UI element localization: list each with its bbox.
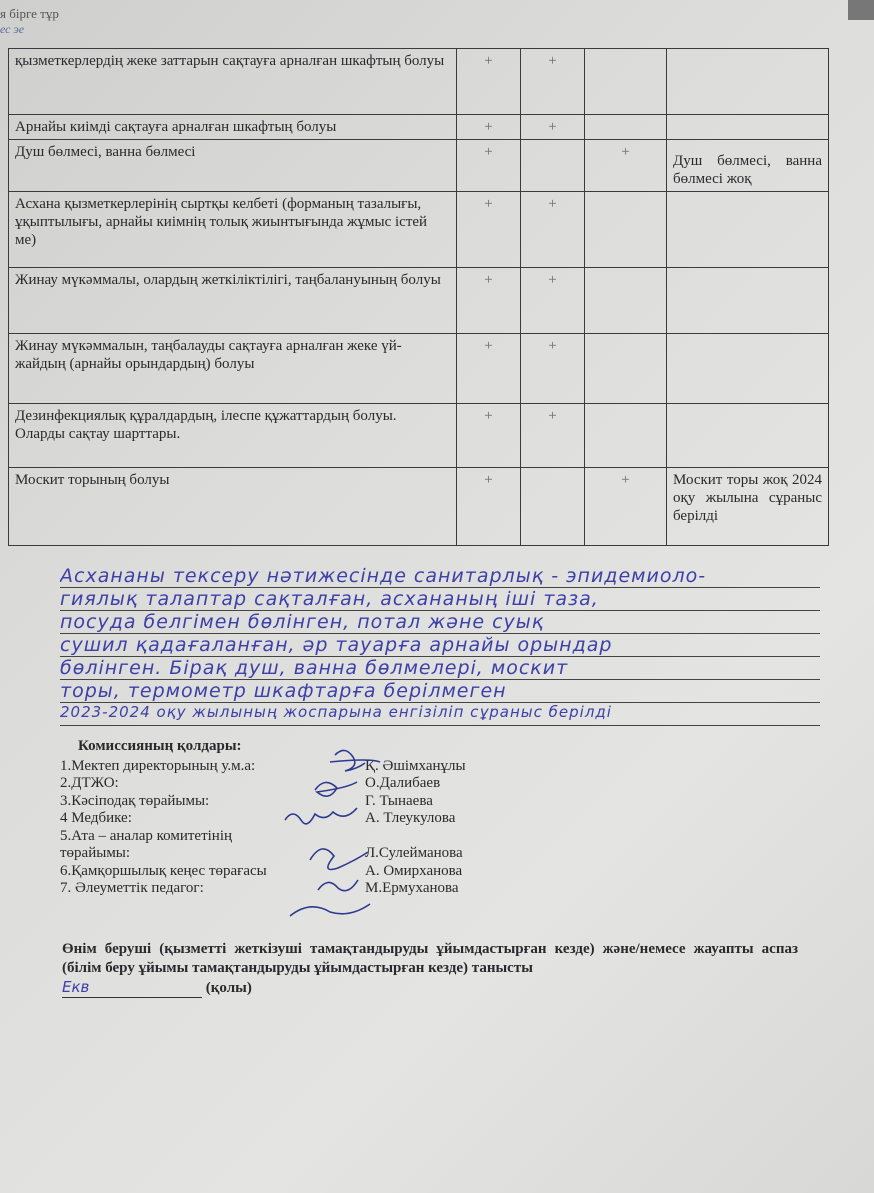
signature-role: 5.Ата – аналар комитетінің	[60, 827, 233, 844]
mark-cell: +	[521, 334, 585, 404]
handwritten-line: Асхананы тексеру нәтижесінде санитарлық - эпидемиоло-	[60, 565, 820, 588]
note-cell	[667, 49, 829, 115]
note-cell	[667, 115, 829, 140]
mark-cell: +	[521, 268, 585, 334]
note-cell: Душ бөлмесі, ванна бөлмесі жоқ	[667, 140, 829, 192]
note-cell: Москит торы жоқ 2024 оқу жылына сұраныс берілді	[667, 468, 829, 546]
signature-role: төрайымы:	[60, 845, 131, 861]
signature-name: Қ. Әшімханұлы	[365, 757, 466, 774]
inspection-table	[8, 48, 829, 546]
mark-cell	[521, 140, 585, 192]
signature-name: Г. Тынаева	[365, 792, 433, 809]
mark-cell: +	[457, 404, 521, 468]
signature-scribble	[310, 849, 368, 870]
mark-cell	[585, 49, 667, 115]
table-row	[9, 404, 829, 468]
handwritten-scrawl: ес эе	[0, 22, 25, 36]
table-row	[9, 468, 829, 546]
signature-scribble	[315, 782, 357, 796]
footer-acknowledgement	[62, 940, 798, 998]
signature-role: 3.Кәсіподақ төрайымы:	[60, 792, 210, 809]
inspection-table-body	[9, 49, 829, 546]
mark-cell: +	[521, 192, 585, 268]
corner-shadow	[848, 0, 874, 20]
note-cell	[667, 268, 829, 334]
handwritten-conclusion	[60, 565, 820, 726]
footer-signature: Екв	[62, 978, 202, 998]
note-cell	[667, 404, 829, 468]
handwritten-line: 2023-2024 оқу жылының жоспарына енгізіліп сұраныс берілді	[60, 703, 820, 726]
table-row	[9, 115, 829, 140]
signature-name: О.Далибаев	[365, 775, 441, 791]
signature-scribble	[330, 750, 380, 771]
signature-name: М.Ермуханова	[365, 880, 459, 896]
handwritten-line: торы, термометр шкафтарға берілмеген	[60, 680, 820, 703]
signature-scribble	[290, 904, 370, 916]
mark-cell: +	[457, 192, 521, 268]
mark-cell: +	[521, 49, 585, 115]
signature-role: 4 Медбике:	[60, 810, 132, 826]
item-cell: Жинау мүкәммалын, таңбалауды сақтауға арналған жеке үй-жайдың (арнайы орындардың) болуы	[9, 334, 457, 404]
mark-cell: +	[457, 334, 521, 404]
footer-text: Өнім беруші (қызметті жеткізуші тамақтандыруды ұйымдастырған кезде) және/немесе жауапты аспаз (білім беру ұйымы тамақтандыруды ұйымдастырған кезде) танысты	[62, 941, 798, 976]
signatures-heading: Комиссияның қолдары:	[78, 738, 242, 754]
mark-cell: +	[521, 404, 585, 468]
item-cell: Дезинфекциялық құралдардың, ілеспе құжаттардың болуы. Оларды сақтау шарттары.	[9, 404, 457, 468]
mark-cell: +	[521, 115, 585, 140]
handwritten-line: посуда белгімен бөлінген, потал және суық	[60, 611, 820, 634]
signature-role: 2.ДТЖО:	[60, 775, 119, 791]
note-cell	[667, 334, 829, 404]
signature-name: А. Тлеукулова	[365, 810, 456, 826]
table-row	[9, 192, 829, 268]
mark-cell	[521, 468, 585, 546]
signature-scribble	[318, 880, 358, 891]
item-cell: қызметкерлердің жеке заттарын сақтауға арналған шкафтың болуы	[9, 49, 457, 115]
footer-suffix: (қолы)	[205, 980, 252, 996]
signature-role: 1.Мектеп директорының у.м.а:	[60, 757, 256, 774]
mark-cell: +	[585, 140, 667, 192]
signature-scribble	[285, 808, 357, 824]
handwritten-line: бөлінген. Бірақ душ, ванна бөлмелері, москит	[60, 657, 820, 680]
mark-cell	[585, 268, 667, 334]
handwritten-line: сушил қадағаланған, әр тауарға арнайы орындар	[60, 634, 820, 657]
handwritten-line: гиялық талаптар сақталған, асхананың іші таза,	[60, 588, 820, 611]
signature-name: А. Омирханова	[365, 862, 463, 879]
signature-scribbles	[280, 740, 400, 930]
mark-cell	[585, 115, 667, 140]
mark-cell: +	[457, 140, 521, 192]
table-row	[9, 140, 829, 192]
item-cell: Асхана қызметкерлерінің сыртқы келбеті (форманың тазалығы, ұқыптылығы, арнайы киімнің толық жиынтығында жұмыс істей ме)	[9, 192, 457, 268]
mark-cell	[585, 334, 667, 404]
mark-cell	[585, 404, 667, 468]
signature-role: 6.Қамқоршылық кеңес төрағасы	[60, 862, 267, 879]
item-cell: Душ бөлмесі, ванна бөлмесі	[9, 140, 457, 192]
item-cell: Арнайы киімді сақтауға арналған шкафтың болуы	[9, 115, 457, 140]
mark-cell: +	[457, 115, 521, 140]
signature-role: 7. Әлеуметтік педагог:	[60, 880, 204, 896]
mark-cell: +	[457, 49, 521, 115]
signature-name: Л.Сулейманова	[365, 845, 463, 861]
previous-page-fragment: я бірге тұр	[0, 6, 59, 21]
table-row	[9, 49, 829, 115]
table-row	[9, 334, 829, 404]
mark-cell: +	[585, 468, 667, 546]
note-cell	[667, 192, 829, 268]
item-cell: Жинау мүкәммалы, олардың жеткіліктілігі, таңбалануының болуы	[9, 268, 457, 334]
item-cell: Москит торының болуы	[9, 468, 457, 546]
mark-cell: +	[457, 468, 521, 546]
mark-cell	[585, 192, 667, 268]
table-row	[9, 268, 829, 334]
mark-cell: +	[457, 268, 521, 334]
